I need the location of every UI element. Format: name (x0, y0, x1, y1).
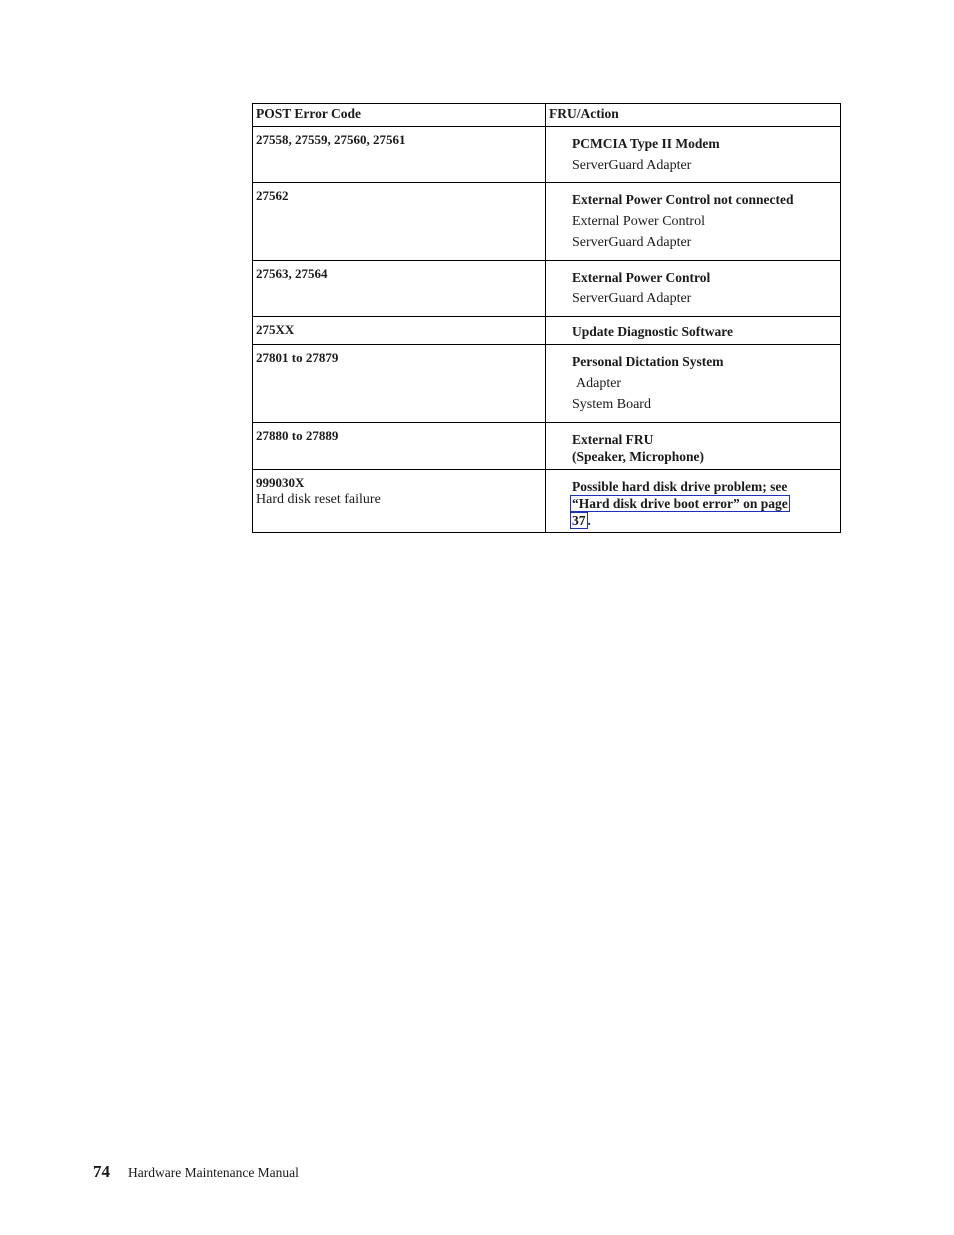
error-code-cell (253, 183, 546, 261)
fru-action-primary: External FRU (572, 431, 654, 447)
cross-reference-page-line (572, 512, 836, 529)
fru-action-primary: PCMCIA Type II Modem (572, 136, 720, 151)
table-row (253, 127, 841, 183)
error-code: 999030X (256, 474, 305, 490)
error-code: 275XX (256, 321, 295, 337)
error-code-cell (253, 260, 546, 316)
fru-action-cell (546, 422, 841, 469)
fru-action-primary: Update Diagnostic Software (572, 323, 733, 339)
fru-action-item: (Speaker, Microphone) (572, 448, 705, 464)
error-code-cell (253, 422, 546, 469)
fru-action-cell (546, 183, 841, 261)
table-row (253, 316, 841, 345)
fru-action-primary: External Power Control (572, 269, 711, 285)
column-header-post-error-code: POST Error Code (253, 104, 546, 127)
column-header-fru-action: FRU/Action (546, 104, 841, 127)
fru-action-item: System Board (572, 397, 651, 412)
cross-reference-link[interactable]: “Hard disk drive boot error” on page (572, 495, 788, 511)
error-code: 27558, 27559, 27560, 27561 (256, 132, 406, 147)
fru-action-item: ServerGuard Adapter (572, 235, 692, 250)
error-code-cell (253, 345, 546, 423)
fru-action-cell (546, 127, 841, 183)
page-number: 74 (93, 1162, 110, 1181)
page-footer (93, 1162, 299, 1184)
error-code-cell (253, 469, 546, 532)
post-error-table (252, 103, 841, 533)
error-code-cell (253, 316, 546, 345)
table-row (253, 345, 841, 423)
page-reference-link[interactable]: 37 (572, 512, 586, 528)
error-description: Hard disk reset failure (256, 491, 381, 507)
table-row (253, 260, 841, 316)
table-row (253, 422, 841, 469)
fru-action-item: External Power Control (572, 213, 705, 229)
cross-reference-line (572, 495, 836, 512)
fru-action-primary: Possible hard disk drive problem; see (572, 478, 788, 494)
fru-action-item: Adapter (576, 375, 622, 391)
error-code: 27562 (256, 188, 289, 203)
fru-action-cell (546, 260, 841, 316)
fru-action-item: ServerGuard Adapter (572, 291, 692, 306)
table-row (253, 183, 841, 261)
fru-action-cell (546, 316, 841, 345)
error-code: 27880 to 27889 (256, 427, 339, 443)
error-code: 27801 to 27879 (256, 350, 339, 365)
fru-action-primary: External Power Control not connected (572, 192, 794, 207)
fru-action-primary: Personal Dictation System (572, 354, 724, 369)
sentence-period: . (587, 512, 591, 528)
error-code: 27563, 27564 (256, 265, 328, 281)
fru-action-item: ServerGuard Adapter (572, 157, 692, 173)
fru-action-cell (546, 345, 841, 423)
error-code-cell (253, 127, 546, 183)
manual-title: Hardware Maintenance Manual (128, 1165, 299, 1180)
fru-action-cell (546, 469, 841, 532)
table-row (253, 469, 841, 532)
table-header-row (253, 104, 841, 127)
